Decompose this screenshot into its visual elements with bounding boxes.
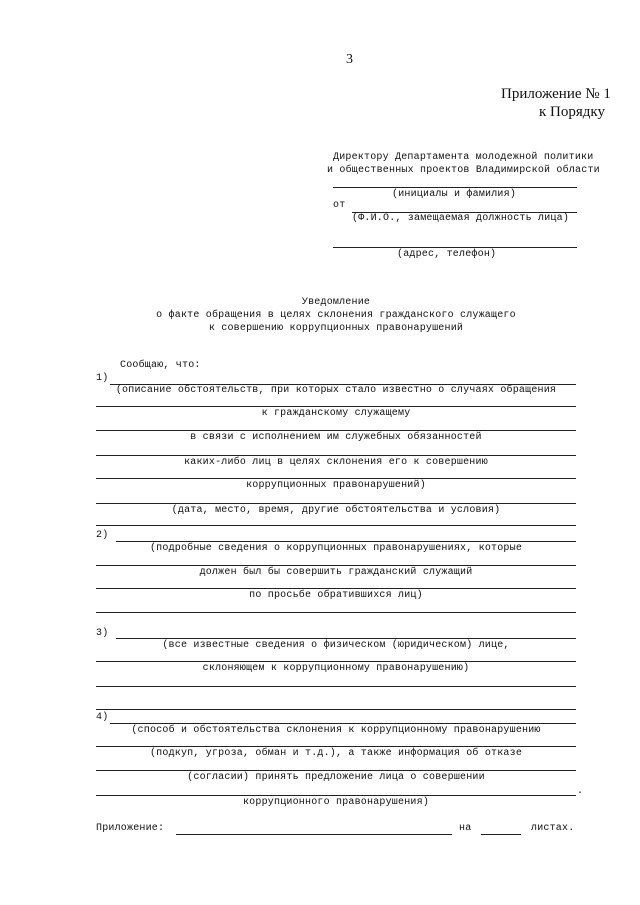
section-1-field-7[interactable] [96, 525, 576, 526]
section-3-caption-1: (все известные сведения о физическом (юридическом) лице, [162, 640, 510, 651]
attachment-label: Приложение: [96, 823, 165, 834]
appendix-subtitle: к Порядку [539, 104, 605, 120]
section-1-caption-4: каких-либо лиц в целях склонения его к совершению [184, 457, 488, 468]
initials-underline [333, 187, 577, 188]
section-1-field-6[interactable] [96, 503, 576, 504]
sheets-count-field[interactable] [481, 834, 521, 835]
section-2-field-3[interactable] [96, 588, 576, 589]
address-caption: (адрес, телефон) [397, 249, 497, 260]
section-1-caption-2: к гражданскому служащему [261, 408, 411, 419]
section-1-field-4[interactable] [96, 455, 576, 456]
section-4-field-3[interactable] [96, 770, 576, 771]
section-4-end-mark: . [577, 786, 584, 797]
section-4-field-4[interactable] [96, 795, 576, 796]
initials-caption: (инициалы и фамилия) [392, 189, 517, 200]
intro-text: Сообщаю, что: [120, 360, 201, 371]
appendix-title: Приложение № 1 [501, 86, 611, 102]
section-2-field-4[interactable] [96, 612, 576, 613]
section-2-field-2[interactable] [96, 565, 576, 566]
section-4-number: 4) [96, 712, 109, 723]
section-1-caption-6: (дата, место, время, другие обстоятельства и условия) [171, 505, 501, 516]
section-1-number: 1) [96, 373, 109, 384]
section-4-caption-3: (согласии) принять предложение лица о совершении [187, 772, 485, 783]
page-number: 3 [346, 52, 353, 67]
attachment-field[interactable] [176, 834, 452, 835]
section-4-field-2[interactable] [96, 746, 576, 747]
section-1-caption-5: коррупционных правонарушений) [246, 480, 426, 491]
section-2-caption-3: по просьбе обратившихся лиц) [249, 590, 423, 601]
section-4-field-1[interactable] [110, 723, 576, 724]
notice-subtitle-1: о факте обращения в целях склонения гражданского служащего [156, 310, 516, 321]
section-3-field-3[interactable] [96, 686, 576, 687]
section-3-caption-2: склоняющем к коррупционному правонарушению) [202, 663, 470, 674]
addressee-line-1: Директору Департамента молодежной политики [333, 152, 594, 163]
section-3-field-2[interactable] [96, 661, 576, 662]
section-1-field-5[interactable] [96, 478, 576, 479]
section-2-number: 2) [96, 530, 109, 541]
notice-subtitle-2: к совершению коррупционных правонарушений [208, 323, 464, 334]
section-2-caption-2: должен был бы совершить гражданский служащий [199, 567, 473, 578]
section-1-field-3[interactable] [96, 430, 576, 431]
section-1-caption-3: в связи с исполнением им служебных обязанностей [190, 432, 482, 443]
section-4-caption-1: (способ и обстоятельства склонения к коррупционному правонарушению [131, 725, 541, 736]
section-1-field-2[interactable] [96, 406, 576, 407]
notice-title: Уведомление [301, 297, 371, 308]
section-2-field-1[interactable] [116, 541, 576, 542]
section-3-field-4[interactable] [96, 709, 576, 710]
section-4-caption-4: коррупционного правонарушения) [242, 797, 430, 808]
sheets-label: листах. [531, 823, 575, 834]
section-2-caption-1: (подробные сведения о коррупционных правонарушениях, которые [149, 543, 523, 554]
section-1-caption-1: (описание обстоятельств, при которых стало известно о случаях обращения [115, 385, 557, 396]
address-underline [333, 247, 577, 248]
section-4-caption-2: (подкуп, угроза, обман и т.д.), а также информация об отказе [149, 748, 523, 759]
section-3-number: 3) [96, 628, 109, 639]
addressee-line-2: и общественных проектов Владимирской области [327, 165, 600, 176]
from-label: от [333, 200, 346, 211]
section-3-field-1[interactable] [116, 638, 576, 639]
fio-caption: (Ф.И.О., замещаемая должность лица) [352, 213, 570, 224]
attachment-on-label: на [459, 823, 472, 834]
